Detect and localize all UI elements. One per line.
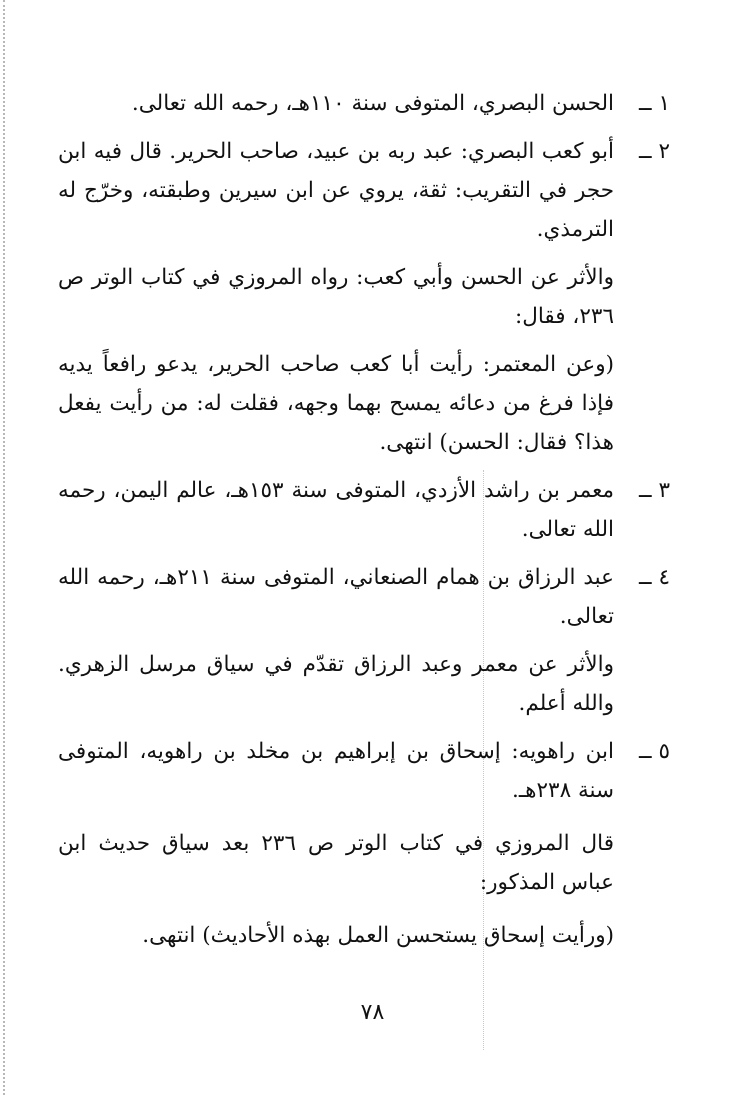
page-body [58,84,670,955]
entry-paragraph: معمر بن راشد الأزدي، المتوفى سنة ١٥٣هـ، عالم اليمن، رحمه الله تعالى. [58,478,614,542]
quote-paragraph: (ورأيت إسحاق يستحسن العمل بهذه الأحاديث) انتهى. [142,923,614,948]
entry-paragraph: أبو كعب البصري: عبد ربه بن عبيد، صاحب الحرير. قال فيه ابن حجر في التقريب: ثقة، يروي عن ابن سيرين وطبقته، وخرّج له الترمذي. [58,139,614,242]
entry-1 [58,84,670,123]
page-number: ٧٨ [360,1000,385,1025]
entry-paragraph: والأثر عن الحسن وأبي كعب: رواه المروزي في كتاب الوتر ص ٢٣٦، فقال: [58,265,614,329]
quote-paragraph: (وعن المعتمر: رأيت أبا كعب صاحب الحرير، يدعو رافعاً يديه فإذا فرغ من دعائه يمسح بهما وجهه، فقلت له: من رأيت يفعل هذا؟ فقال: الحسن) انتهى. [58,352,614,455]
entry-paragraph: قال المروزي في كتاب الوتر ص ٢٣٦ بعد سياق حديث ابن عباس المذكور: [58,831,614,895]
entry-paragraph: ابن راهويه: إسحاق بن إبراهيم بن مخلد بن راهويه، المتوفى سنة ٢٣٨هـ. [58,739,614,803]
entry-paragraph: والأثر عن معمر وعبد الرزاق تقدّم في سياق مرسل الزهري. والله أعلم. [58,652,614,716]
entry-number: ٤ ــ [639,565,670,590]
entry-number: ١ ــ [639,91,670,116]
entry-4 [58,558,670,636]
entry-number: ٣ ــ [639,478,670,503]
entry-paragraph: الحسن البصري، المتوفى سنة ١١٠هـ، رحمه الله تعالى. [131,91,614,116]
binding-edge [3,0,5,1095]
entry-5 [58,732,670,810]
entry-number: ٢ ــ [639,139,670,164]
entry-paragraph: عبد الرزاق بن همام الصنعاني، المتوفى سنة ٢١١هـ، رحمه الله تعالى. [58,565,615,629]
entry-number: ٥ ــ [639,739,670,764]
entry-2 [58,132,670,249]
entry-3 [58,471,670,549]
